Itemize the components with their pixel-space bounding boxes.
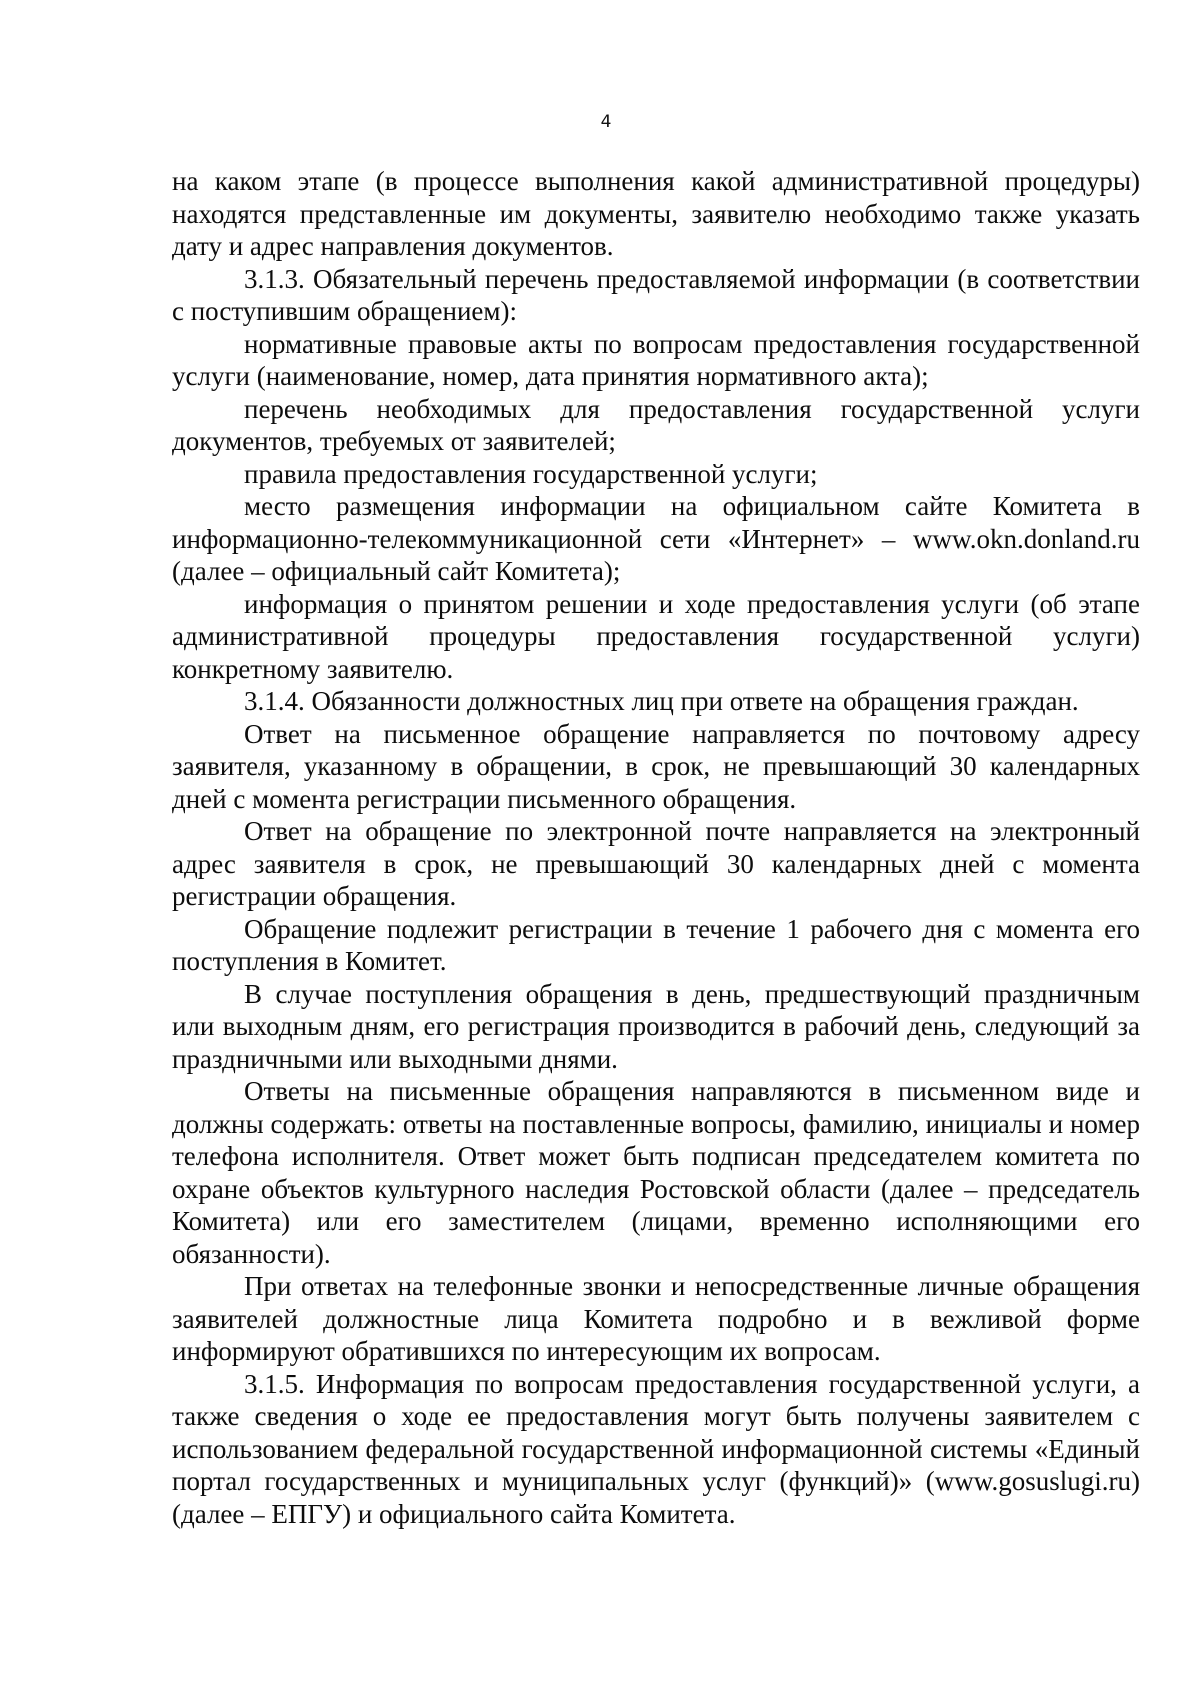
paragraph: на каком этапе (в процессе выполнения какой административной процедуры) находятся представленные им документы, заявителю необходимо также указать дату и адрес направления документов. — [172, 166, 1140, 261]
paragraph: перечень необходимых для предоставления государственной услуги документов, требуемых от заявителей; — [172, 393, 1140, 456]
paragraph: Ответ на письменное обращение направляется по почтовому адресу заявителя, указанному в обращении, в срок, не превышающий 30 календарных дней с момента регистрации письменного обращения. — [172, 718, 1140, 814]
paragraph: нормативные правовые акты по вопросам предоставления государственной услуги (наименование, номер, дата принятия нормативного акта); — [172, 328, 1140, 391]
paragraph: Ответы на письменные обращения направляются в письменном виде и должны содержать: ответы на поставленные вопросы, фамилию, инициалы и номер телефона исполнителя. Ответ может быть подписан председателем комитета по охране объектов культурного наследия Ростовской области (далее – председатель Комитета) или его заместителем (лицами, временно исполняющими его обязанности). — [172, 1076, 1140, 1269]
paragraph: Обращение подлежит регистрации в течение 1 рабочего дня с момента его поступления в Комитет. — [172, 913, 1140, 976]
paragraph: 3.1.3. Обязательный перечень предоставляемой информации (в соответствии с поступившим обращением): — [172, 263, 1140, 326]
paragraph: место размещения информации на официальном сайте Комитета в информационно-телекоммуникационной сети «Интернет» – www.okn.donland.ru (далее – официальный сайт Комитета); — [172, 491, 1140, 586]
paragraph: 3.1.4. Обязанности должностных лиц при ответе на обращения граждан. — [244, 686, 1079, 716]
document-body — [172, 165, 1140, 1530]
paragraph: правила предоставления государственной услуги; — [244, 458, 818, 489]
paragraph: При ответах на телефонные звонки и непосредственные личные обращения заявителей должностные лица Комитета подробно и в вежливой форме информируют обратившихся по интересующим их вопросам. — [172, 1271, 1140, 1366]
paragraph: В случае поступления обращения в день, предшествующий праздничным или выходным дням, его регистрация производится в рабочий день, следующий за праздничными или выходными днями. — [172, 978, 1140, 1074]
paragraph: Ответ на обращение по электронной почте направляется на электронный адрес заявителя в срок, не превышающий 30 календарных дней с момента регистрации обращения. — [172, 816, 1140, 911]
paragraph: информация о принятом решении и ходе предоставления услуги (об этапе административной процедуры предоставления государственной услуги) конкретному заявителю. — [172, 588, 1140, 684]
page-number: 4 — [600, 112, 612, 132]
paragraph: 3.1.5. Информация по вопросам предоставления государственной услуги, а также сведения о ходе ее предоставления могут быть получены заявителем с использованием федеральной государственной информационной системы «Единый портал государственных и муниципальных услуг (функций)» (www.gosuslugi.ru) (далее – ЕПГУ) и официального сайта Комитета. — [172, 1368, 1140, 1529]
